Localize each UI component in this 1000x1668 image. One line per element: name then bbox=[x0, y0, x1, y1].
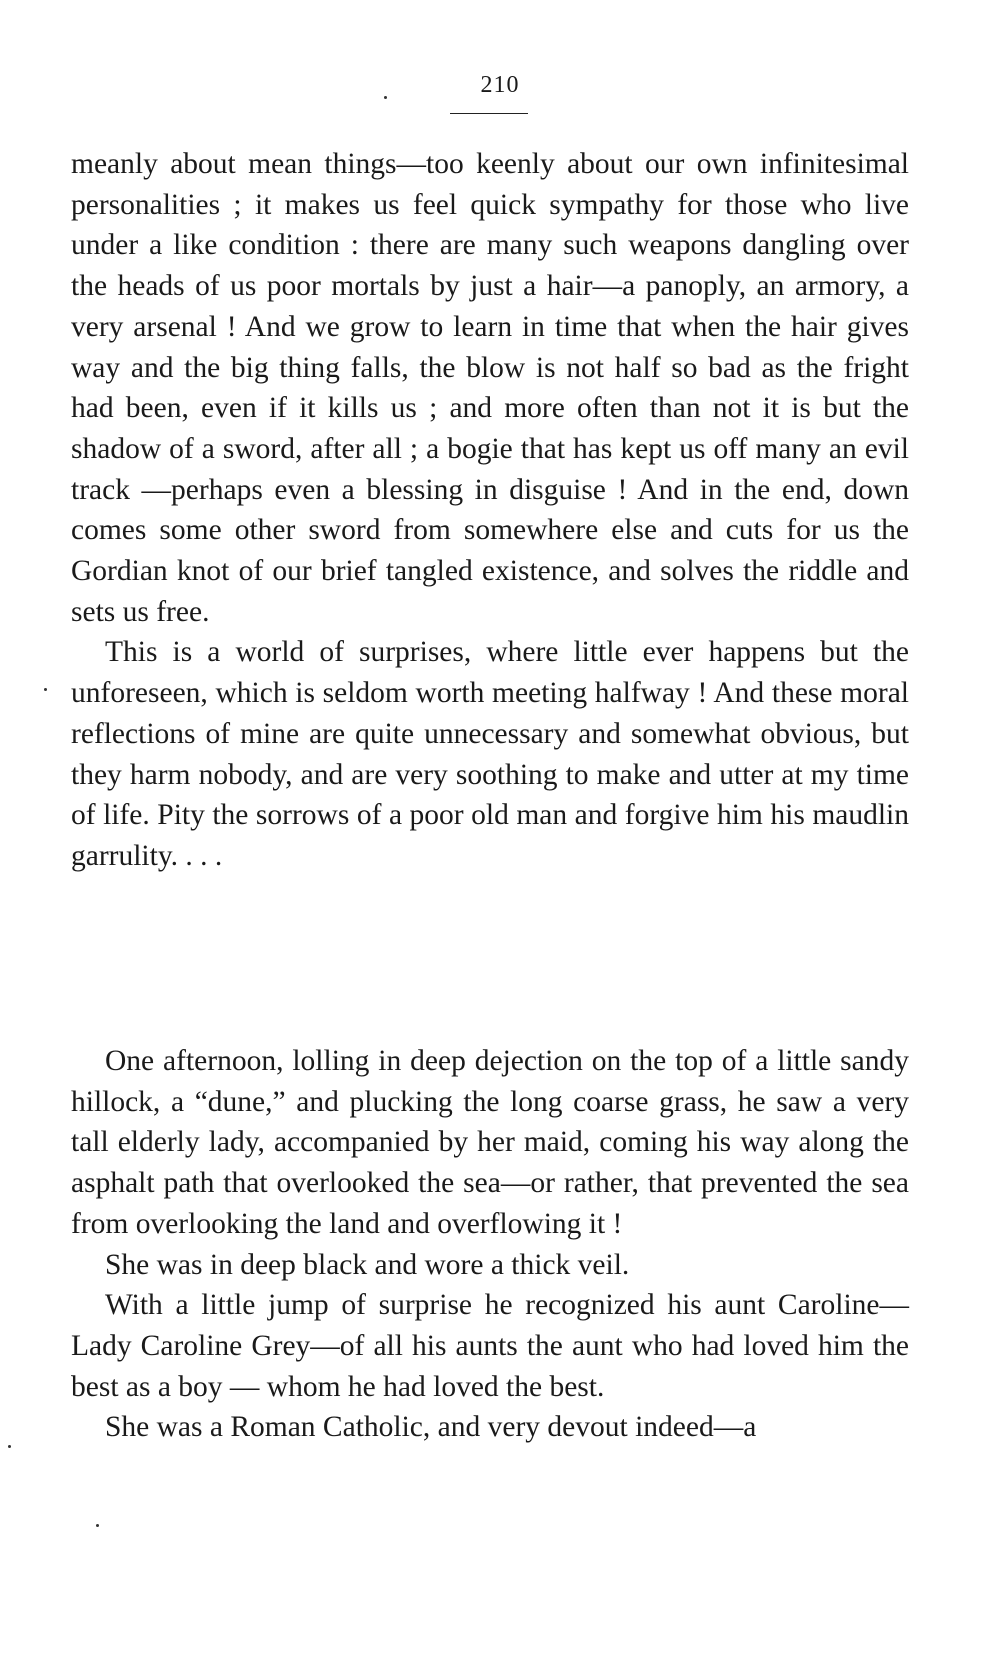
paragraph: meanly about mean things—too keenly about our own infinitesimal personalities ; it makes us feel quick sympathy for those who live under a like condition : there are many such weapons dangling over the heads of us poor mortals by just a hair—a panoply, an armory, a very arsenal ! And we grow to learn in time that when the hair gives way and the big thing falls, the blow is not half so bad as the fright had been, even if it kills us ; and more often than not it is but the shadow of a sword, after all ; a bogie that has kept us off many an evil track —perhaps even a blessing in disguise ! And in the end, down comes some other sword from somewhere else and cuts for us the Gordian knot of our brief tangled existence, and solves the riddle and sets us free. bbox=[71, 148, 909, 628]
paragraph: She was a Roman Catholic, and very devout indeed—a bbox=[105, 1411, 757, 1444]
header-rule bbox=[450, 113, 528, 114]
paragraph: This is a world of surprises, where little ever happens but the unforeseen, which is seldom worth meeting halfway ! And these moral reflections of mine are quite unnecessary and somewhat obvious, but they harm nobody, and are very soothing to make and utter at my time of life. Pity the sorrows of a poor old man and forgive him his maudlin garrulity. . . . bbox=[71, 636, 909, 872]
text-block-top bbox=[71, 144, 909, 877]
paragraph: One afternoon, lolling in deep dejection on the top of a little sandy hillock, a “dune,” and plucking the long coarse grass, he saw a very tall elderly lady, accompanied by her maid, coming his way along the asphalt path that overlooked the sea—or rather, that prevented the sea from overlooking the land and overflowing it ! bbox=[71, 1045, 909, 1240]
text-block-bottom bbox=[71, 1041, 909, 1448]
paragraph: With a little jump of surprise he recognized his aunt Caroline—Lady Caroline Grey—of all his aunts the aunt who had loved him the best as a boy — whom he had loved the best. bbox=[71, 1289, 909, 1403]
stray-mark bbox=[96, 1524, 99, 1527]
stray-mark bbox=[44, 688, 47, 691]
paragraph: She was in deep black and wore a thick veil. bbox=[105, 1248, 630, 1281]
stray-mark bbox=[8, 1445, 11, 1448]
page-number: 210 bbox=[480, 72, 520, 98]
stray-mark bbox=[384, 96, 387, 99]
